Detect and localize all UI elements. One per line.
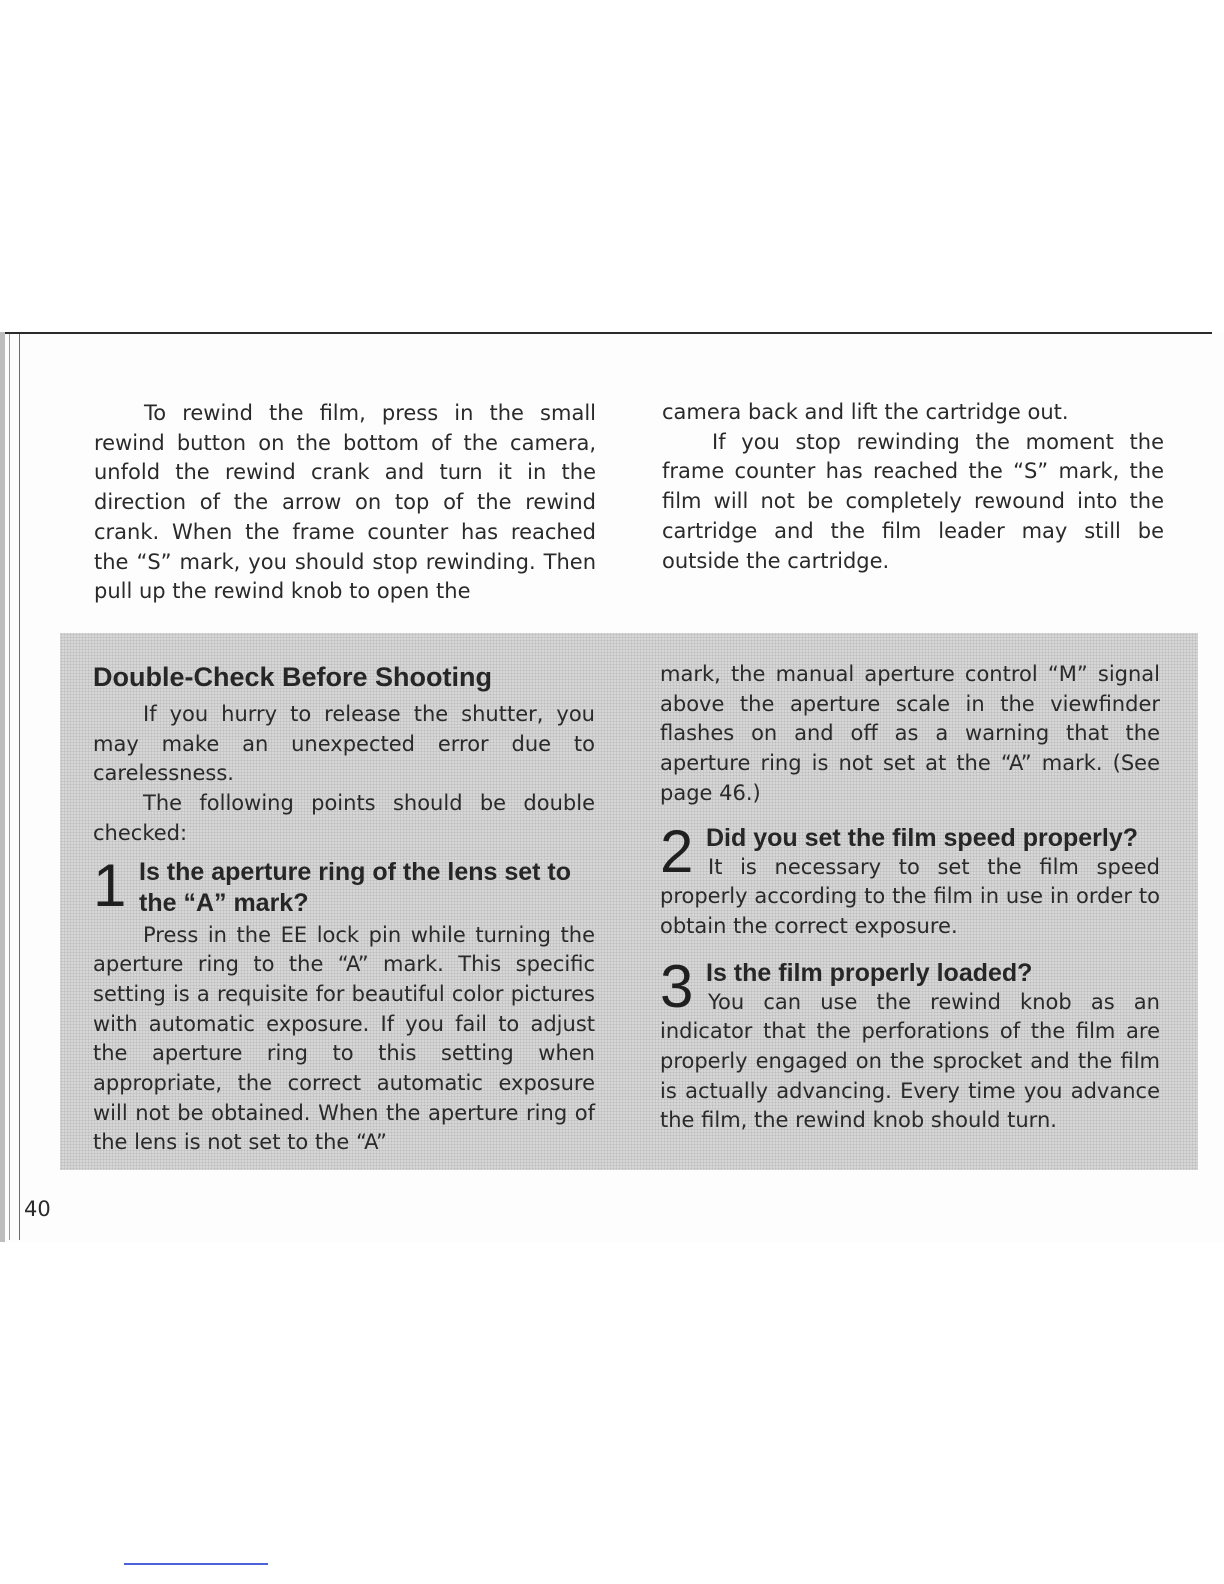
question-body-continued: mark, the manual aperture control “M” signal above the aperture scale in the viewfinder flashes on and off as a warning that the aperture ring is not set at the “A” mark. (See page 46.) <box>660 662 1160 805</box>
rewind-note-paragraph: If you stop rewinding the moment the frame counter has reached the “S” mark, the film will not be completely rewound into the cartridge and the film leader may still be outside the cartridge. <box>662 429 1164 573</box>
question-1 <box>93 851 595 919</box>
question-number: 1 <box>93 851 127 919</box>
link-underline <box>124 1563 268 1565</box>
binding-edge <box>0 332 5 1242</box>
question-body: Press in the EE lock pin while turning the aperture ring to the “A” mark. This specific setting is a requisite for beautiful color pictures with automatic exposure. If you fail to adjust the aperture ring to this setting when appropriate, the correct automatic exposure will not be obtained. When the aperture ring of the lens is not set to the “A” <box>93 922 595 1155</box>
question-title: Did you set the film speed properly? <box>706 823 1139 852</box>
rewind-paragraph: To rewind the film, press in the small rewind button on the bottom of the camera, unfold the rewind crank and turn it in the direction of the arrow on top of the rewind crank. When the frame counter has reached the “S” mark, you should stop rewinding. Then pull up the rewind knob to open the <box>94 401 596 604</box>
panel-left-column <box>93 660 595 1158</box>
question-body: You can use the rewind knob as an indicator that the perforations of the film are properly engaged on the sprocket and the film is actually advancing. Every time you advance the film, the rewind knob should turn. <box>660 989 1160 1133</box>
margin-rule <box>19 334 20 1240</box>
margin-rule <box>9 334 10 1240</box>
panel-right-column <box>660 660 1160 1136</box>
question-number: 3 <box>660 952 694 1020</box>
intro-paragraph-2: The following points should be double checked: <box>93 791 595 845</box>
top-rule <box>0 332 1212 334</box>
question-body: It is necessary to set the film speed properly according to the film in use in order to obtain the correct exposure. <box>660 854 1160 938</box>
question-number: 2 <box>660 817 694 885</box>
top-left-column <box>94 399 596 607</box>
intro-paragraph: If you hurry to release the shutter, you may make an unexpected error due to carelessness. <box>93 702 595 786</box>
top-right-column <box>662 398 1164 576</box>
page-number: 40 <box>24 1197 51 1221</box>
rewind-continued: camera back and lift the cartridge out. <box>662 400 1069 424</box>
question-title: Is the film properly loaded? <box>706 958 1033 987</box>
question-title: Is the aperture ring of the lens set to the “A” mark? <box>139 857 572 917</box>
section-title: Double-Check Before Shooting <box>93 662 493 692</box>
